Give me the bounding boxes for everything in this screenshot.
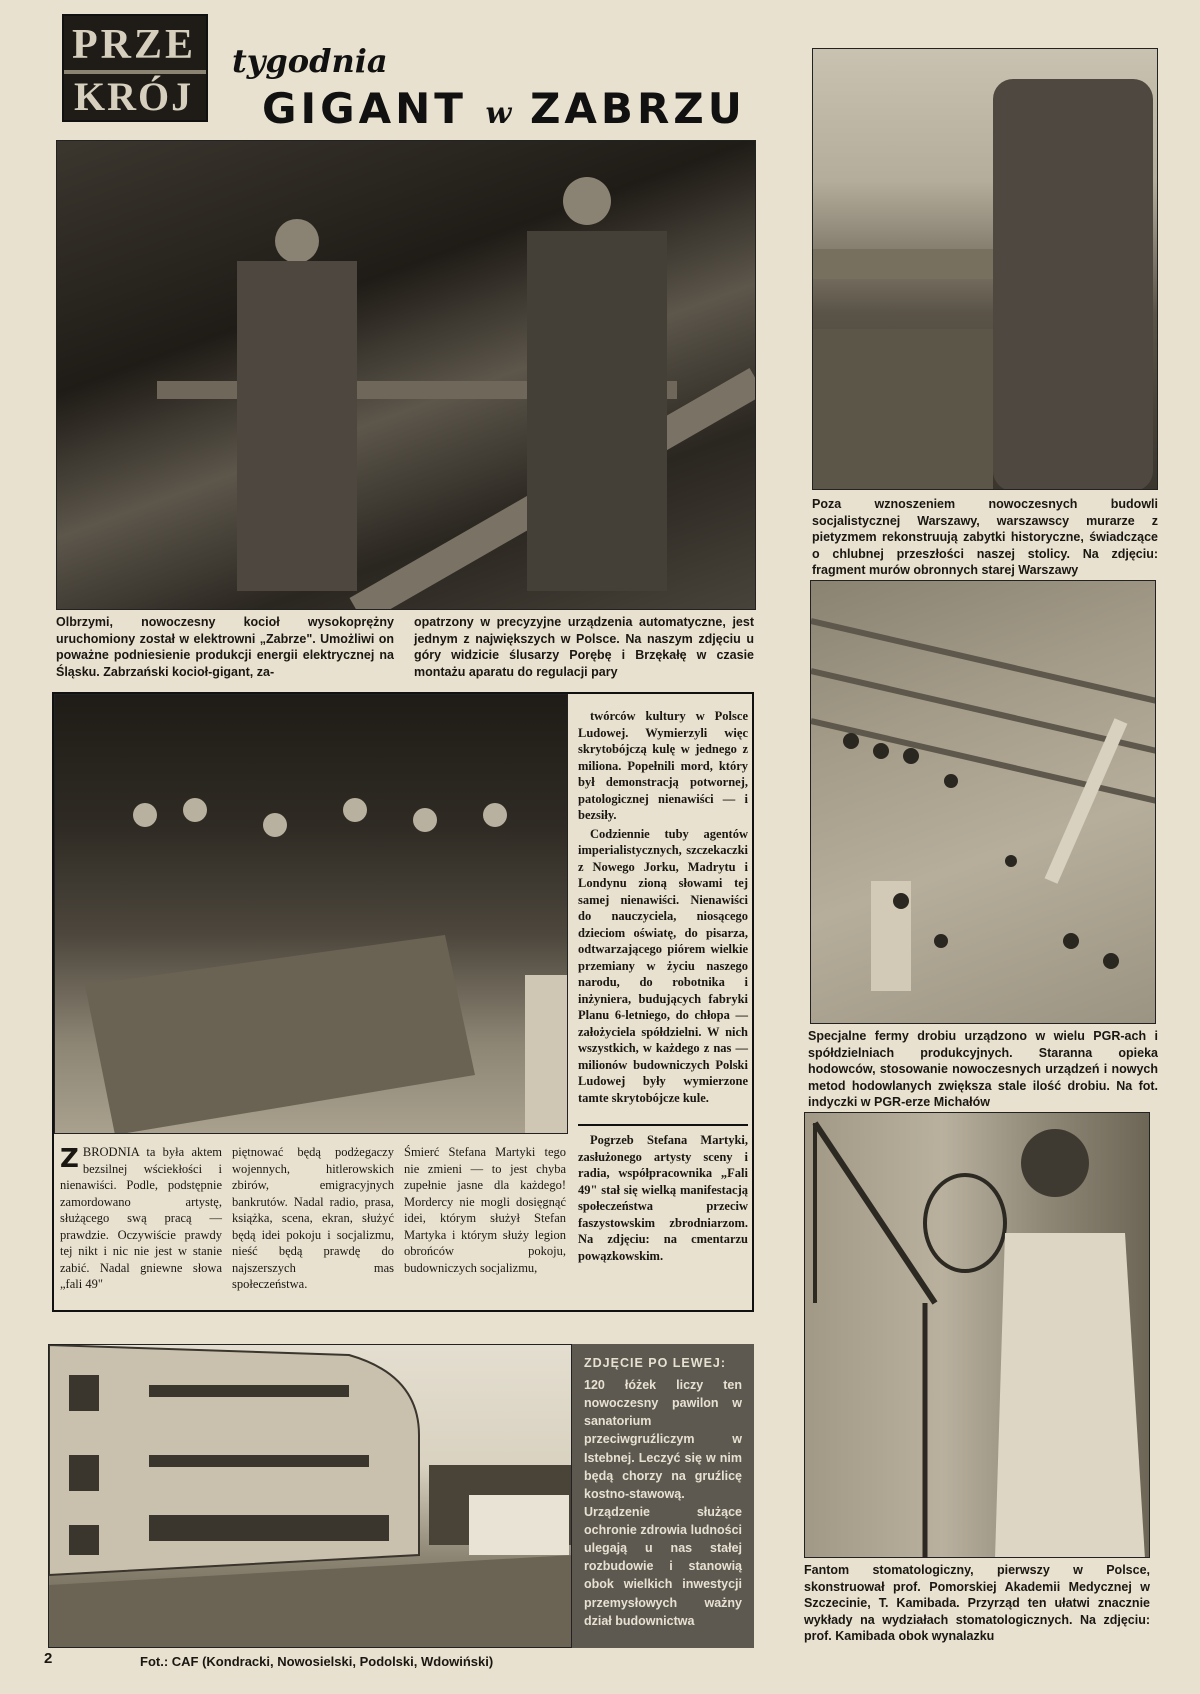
article-column-1-text: BRODNIA ta była aktem bezsilnej wściekłości i nienawiści. Podle, podstępnie zamordowano artystę, służącego swą pracą — prawdzie. Oczywiście prawdy tej nikt i nic nie jest w stanie zabić. Nadal gniewne słowa „fali 49"	[60, 1145, 222, 1291]
side-column-rule	[578, 1124, 748, 1126]
dental-phantom-caption: Fantom stomatologiczny, pierwszy w Polsce, skonstruował prof. Pomorskiej Akademii Medycznej w Szczecinie, T. Kamibada. Przyrząd ten ułatwi znacznie wykłady na wydziałach stomatologicznych. Na zdjęciu: prof. Kamibada obok wynalazku	[804, 1563, 1150, 1643]
turkey-farm-photo	[810, 580, 1156, 1024]
title-part-1: GIGANT	[262, 84, 467, 133]
boiler-photo-shapes	[57, 141, 756, 610]
boiler-workers-photo	[56, 140, 756, 610]
sanatorium-photo-shapes	[49, 1345, 572, 1648]
warsaw-walls-photo	[812, 48, 1158, 490]
sanatorium-photo	[48, 1344, 572, 1648]
side-paragraph-2: Codziennie tuby agentów imperialistycznych, szczekaczki z Nowego Jorku, Madrytu i Londynu zioną słowami tej samej nienawiści. Nienawiści do nauczyciela, niosącego dzieciom oświatę, do pisarza, odtwarzającego piórem wielkie przemiany w życiu naszego narodu, do robotnika i inżyniera, budujących fabryki Planu 6-letniego, do chłopa — założyciela spółdzielni. W nich wszystkich, w każdego z nas — milionów budowniczych Polski Ludowej były wymierzone tamte skrytobójcze kule.	[578, 826, 748, 1105]
dental-phantom-photo	[804, 1112, 1150, 1558]
walls-photo-shapes	[813, 49, 1158, 490]
page-number: 2	[44, 1650, 53, 1667]
header-kicker: tygodnia	[232, 42, 388, 80]
boiler-caption-left: Olbrzymi, nowoczesny kocioł wysokoprężny uruchomiony został w elektrowni „Zabrze". Umożliwi on poważne podniesienie produkcji energii elektrycznej na Śląsku. Zabrzański kocioł-gigant, za-	[56, 615, 394, 679]
article-side-column	[578, 708, 748, 1108]
magazine-logo	[62, 14, 208, 122]
funeral-photo-shapes	[55, 695, 568, 1134]
article-column-1	[60, 1144, 222, 1293]
sanatorium-caption-text: 120 łóżek liczy ten nowoczesny pawilon w sanatorium przeciwgruźliczym w Istebnej. Leczyć się w nim będą chorzy na gruźlicę kostno-stawową. Urządzenie służące ochronie zdrowia ludności ulegają u nas stałej rozbudowie i stanowią obok wielkich inwestycji przemysłowych ważny dział budownictwa	[584, 1378, 742, 1628]
title-part-2: ZABRZU	[529, 84, 746, 133]
logo-line-2: KRÓJ	[74, 74, 194, 119]
funeral-caption: Pogrzeb Stefana Martyki, zasłużonego artysty sceny i radia, współpracownika „Fali 49" stał się wielką manifestacją społeczeństwa przeciw faszystowskim zbrodniarzom. Na zdjęciu: na cmentarzu powązkowskim.	[578, 1133, 748, 1263]
sanatorium-caption-heading: ZDJĘCIE PO LEWEJ:	[584, 1356, 727, 1370]
article-column-2: piętnować będą podżegaczy wojennych, hitlerowskich zbirów, emigracyjnych bankrutów. Nadal radio, prasa, książka, scena, ekran, służyć będą idei pokoju i socjalizmu, nieść będą prawdę do najszerszych mas społeczeństwa.	[232, 1145, 394, 1291]
article-dropcap: Z	[60, 1144, 79, 1174]
page-title	[262, 84, 762, 133]
side-paragraph-1: twórców kultury w Polsce Ludowej. Wymierzyli więc skrytobójczą kulę w jednego z miliona. Popełnili mord, który był demonstracją potwornej, patologicznej nienawiści — i bezsiły.	[578, 709, 748, 822]
turkey-farm-caption: Specjalne fermy drobiu urządzono w wielu PGR-ach i spółdzielniach produkcyjnych. Staranna opieka hodowców, stosowanie nowoczesnych urządzeń i nowych metod hodowlanych zwiększa stale ilość drobiu. Na fot. indyczki w PGR-erze Michałów	[808, 1029, 1158, 1109]
turkey-photo-shapes	[811, 581, 1156, 1024]
boiler-caption-right: opatrzony w precyzyjne urządzenia automatyczne, jest jednym z największych w Polsce. Na naszym zdjęciu u góry widzicie ślusarzy Porębę i Brzękałę w czasie montażu aparatu do regulacji pary	[414, 615, 754, 679]
sanatorium-caption-box	[572, 1344, 754, 1648]
phantom-photo-shapes	[805, 1113, 1150, 1558]
logo-line-1: PRZE	[72, 22, 197, 68]
article-column-3: Śmierć Stefana Martyki tego nie zmieni — to jest chyba zupełnie jasne dla każdego! Mordercy nie mogli dosięgnąć idei, którym służył Stefan Martyka i którym służy legion obrońców pokoju, budowniczych socjalizmu,	[404, 1145, 566, 1275]
warsaw-walls-caption: Poza wznoszeniem nowoczesnych budowli socjalistycznej Warszawy, warszawscy murarze z pietyzmem rekonstruują zabytki historyczne, świadczące o chlubnej przeszłości naszej stolicy. Na zdjęciu: fragment murów obronnych starej Warszawy	[812, 497, 1158, 577]
funeral-photo	[54, 694, 568, 1134]
title-mid: w	[485, 96, 512, 131]
photo-credits: Fot.: CAF (Kondracki, Nowosielski, Podolski, Wdowiński)	[140, 1654, 494, 1669]
